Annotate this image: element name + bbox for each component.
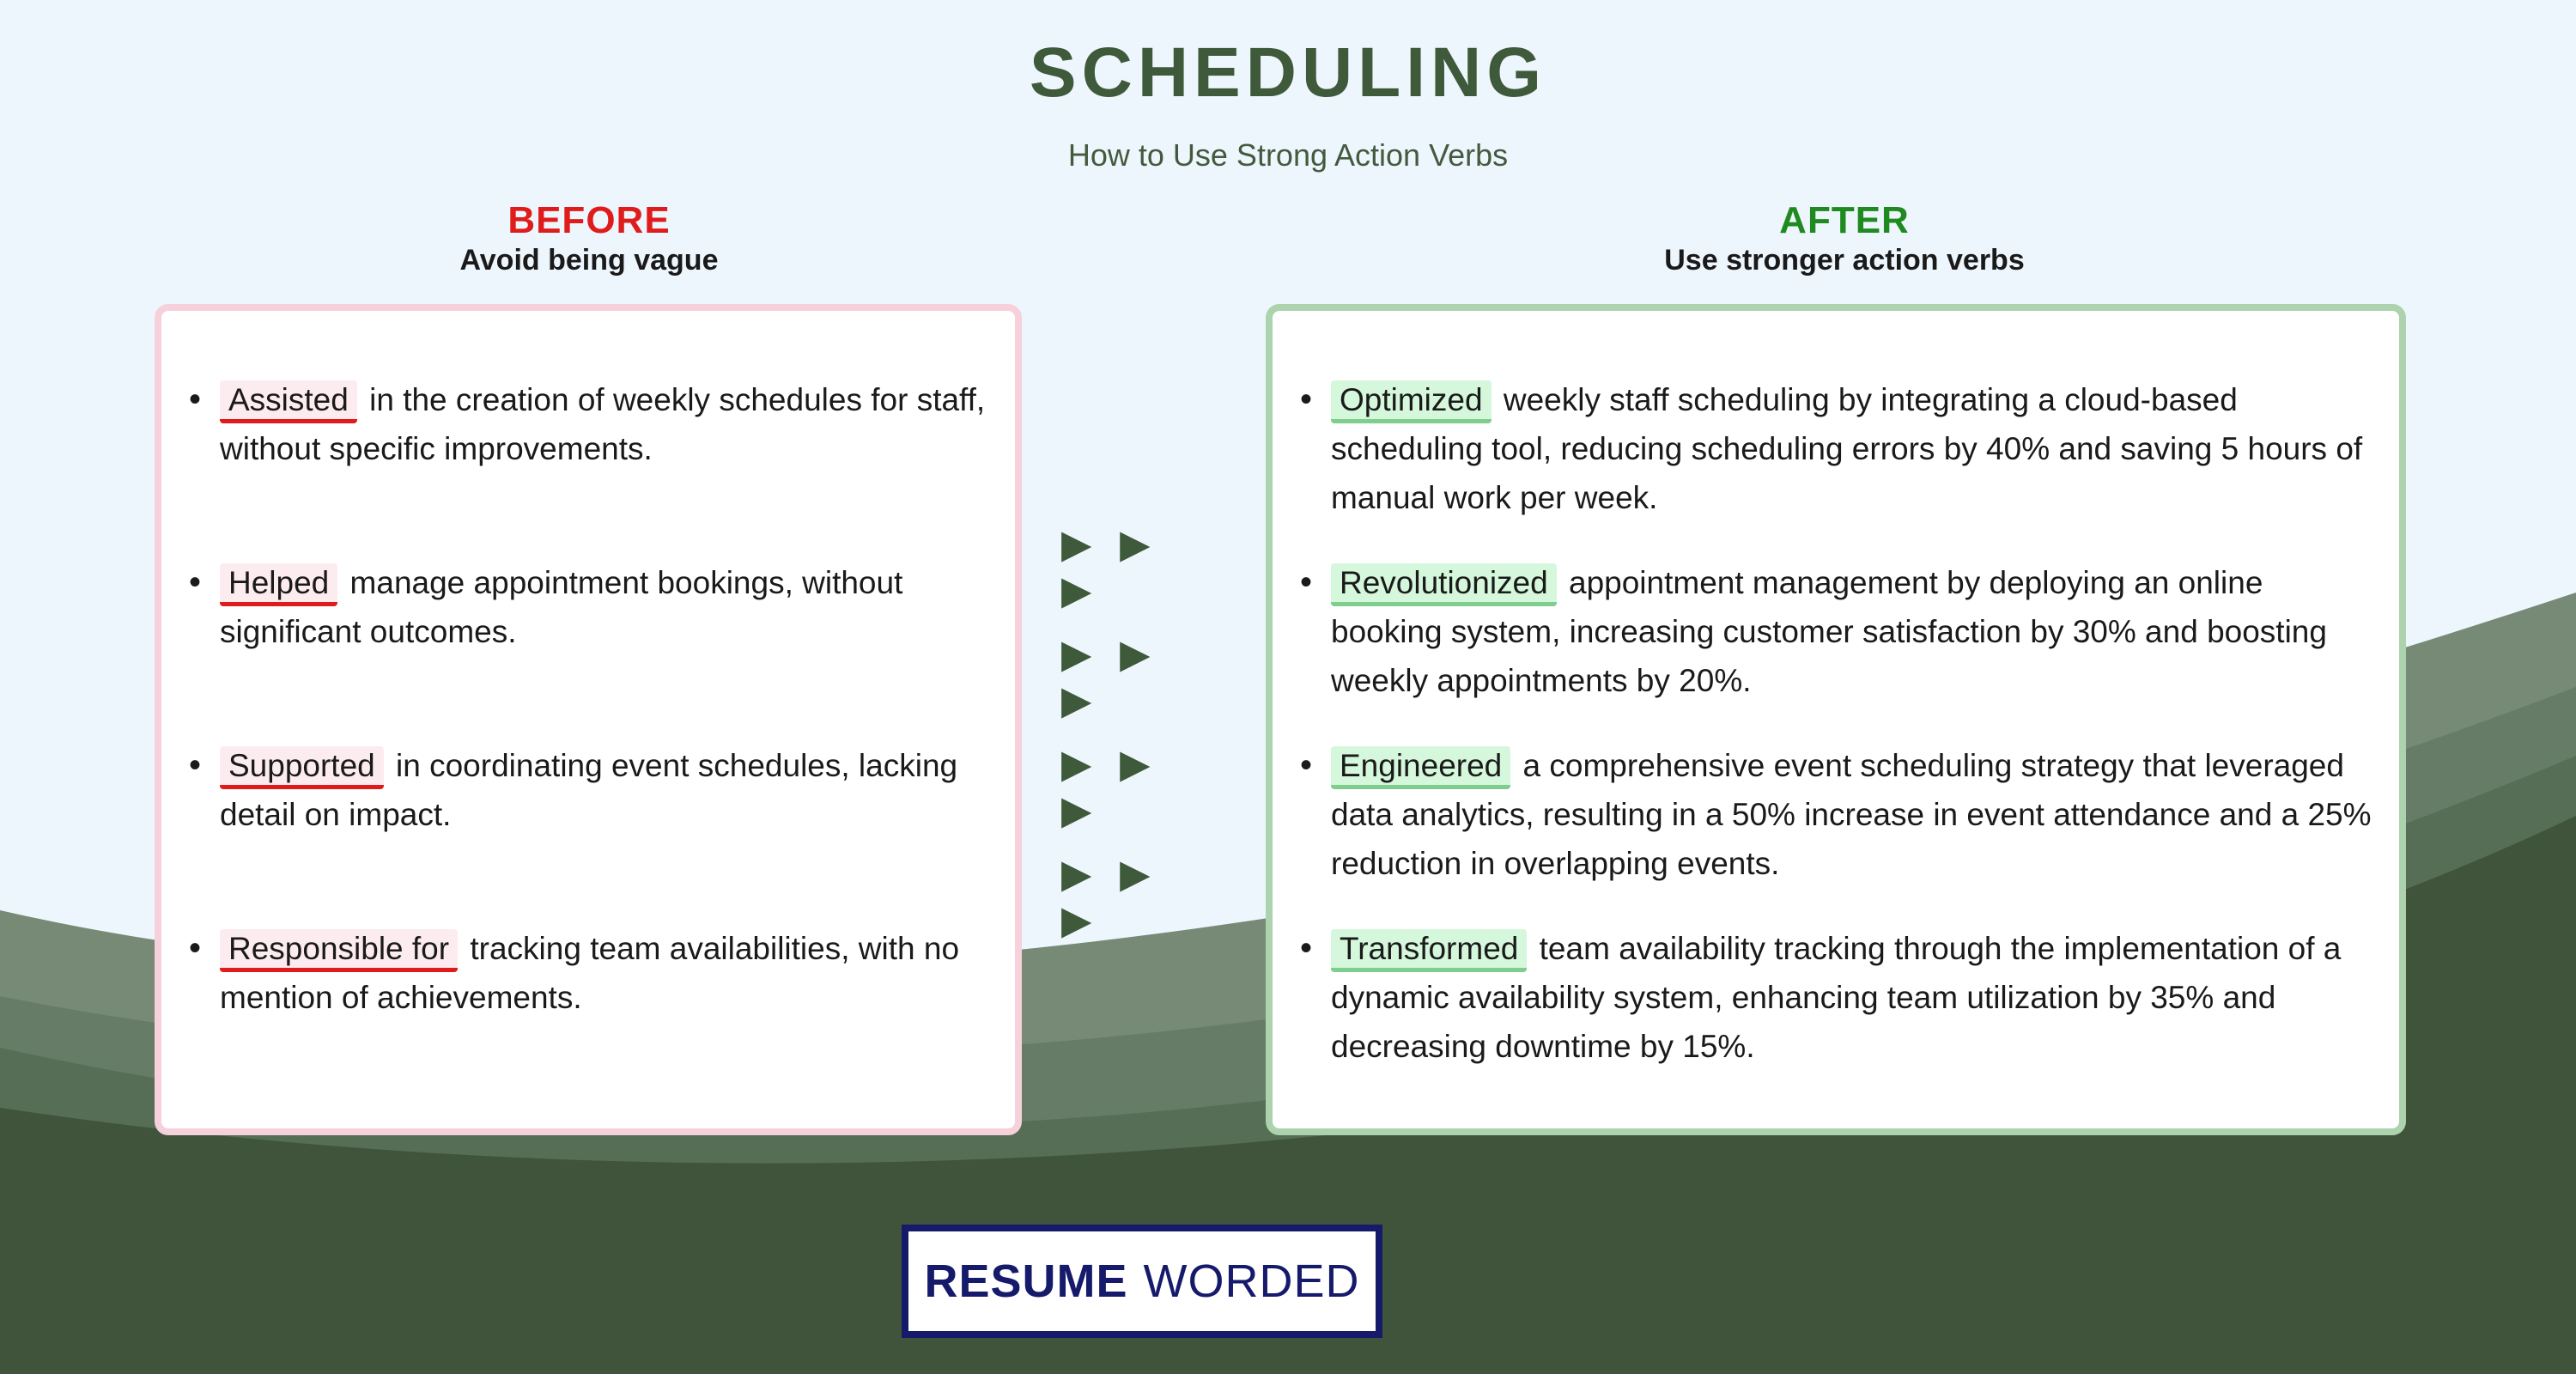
item-text: in the creation of weekly schedules for staff, without specific improvements. bbox=[220, 382, 986, 466]
before-item bbox=[189, 558, 993, 656]
before-item bbox=[189, 375, 993, 473]
weak-verb: Assisted bbox=[220, 380, 357, 423]
bullet-icon: • bbox=[1300, 380, 1313, 418]
bullet-icon: • bbox=[189, 380, 202, 418]
before-sublabel: Avoid being vague bbox=[459, 244, 719, 277]
bullet-icon: • bbox=[1300, 929, 1313, 967]
arrow-icons: ▶ ▶ ▶ bbox=[1061, 521, 1159, 612]
page-subtitle: How to Use Strong Action Verbs bbox=[1067, 137, 1509, 173]
bullet-icon: • bbox=[189, 746, 202, 784]
strong-verb: Transformed bbox=[1331, 929, 1527, 972]
before-panel bbox=[155, 304, 1022, 1135]
item-text: a comprehensive event scheduling strategy that leveraged data analytics, resulting in a 50% increase in event attendance and a 25% reduction in overlapping events. bbox=[1331, 748, 2372, 881]
item-text: team availability tracking through the implementation of a dynamic availability system, enhancing team utilization by 35% and decreasing downtime by 15%. bbox=[1331, 931, 2342, 1064]
after-sublabel: Use stronger action verbs bbox=[1664, 244, 2025, 277]
bullet-icon: • bbox=[1300, 563, 1313, 601]
before-item bbox=[189, 924, 993, 1022]
page-title: SCHEDULING bbox=[1029, 33, 1547, 112]
after-panel bbox=[1266, 304, 2406, 1135]
item-text: appointment management by deploying an online booking system, increasing customer satisfaction by 30% and boosting weekly appointments by 20%. bbox=[1331, 565, 2327, 698]
weak-verb: Responsible for bbox=[220, 929, 458, 972]
after-item bbox=[1300, 375, 2379, 522]
strong-verb: Revolutionized bbox=[1331, 563, 1557, 606]
bullet-icon: • bbox=[189, 929, 202, 967]
resume-worded-logo bbox=[902, 1225, 1382, 1338]
arrow-icons: ▶ ▶ ▶ bbox=[1061, 631, 1159, 722]
bullet-icon: • bbox=[1300, 746, 1313, 784]
after-item bbox=[1300, 924, 2379, 1071]
after-item bbox=[1300, 558, 2379, 705]
arrow-icons: ▶ ▶ ▶ bbox=[1061, 741, 1159, 832]
before-heading bbox=[160, 199, 1018, 277]
strong-verb: Optimized bbox=[1331, 380, 1492, 423]
arrow-icons: ▶ ▶ ▶ bbox=[1061, 851, 1159, 942]
after-item bbox=[1300, 741, 2379, 888]
before-item bbox=[189, 741, 993, 839]
logo-regular-text: WORDED bbox=[1143, 1255, 1360, 1307]
after-heading bbox=[1415, 199, 2274, 277]
item-text: manage appointment bookings, without significant outcomes. bbox=[220, 565, 903, 649]
item-text: weekly staff scheduling by integrating a cloud-based scheduling tool, reducing scheduling errors by 40% and saving 5 hours of manual work per week. bbox=[1331, 382, 2363, 515]
bullet-icon: • bbox=[189, 563, 202, 601]
item-text: tracking team availabilities, with no mention of achievements. bbox=[220, 931, 960, 1015]
item-text: in coordinating event schedules, lacking detail on impact. bbox=[220, 748, 958, 832]
after-label: AFTER bbox=[1779, 199, 1910, 241]
logo-bold-text: RESUME bbox=[924, 1255, 1128, 1307]
weak-verb: Supported bbox=[220, 746, 384, 789]
strong-verb: Engineered bbox=[1331, 746, 1510, 789]
before-label: BEFORE bbox=[507, 199, 671, 241]
weak-verb: Helped bbox=[220, 563, 337, 606]
